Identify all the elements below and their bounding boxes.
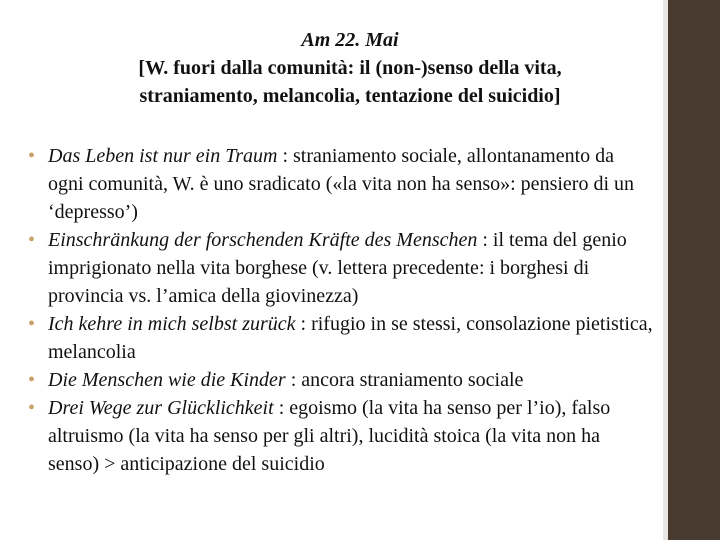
bullet-text: : egoismo (la vita ha senso per l’io), falso altruismo (la vita ha senso per gli altri), lucidità stoica (la vita non ha senso) > anticipazione del suicidio (48, 397, 611, 475)
bullet-item (28, 394, 653, 478)
bullet-text: : ancora straniamento sociale (285, 369, 524, 391)
bullet-text: : rifugio in se stessi, consolazione pietistica, melancolia (48, 313, 653, 363)
bullet-item (28, 226, 653, 310)
title-date: Am 22. Mai (301, 29, 399, 51)
german-phrase: Das Leben ist nur ein Traum (48, 145, 278, 167)
bullet-item (28, 310, 653, 366)
german-phrase: Ich kehre in mich selbst zurück (48, 313, 296, 335)
bullet-icon: • (28, 145, 36, 167)
bullet-item (28, 366, 653, 394)
title-subtitle-line1: [W. fuori dalla comunità: il (non-)senso della vita, (138, 57, 562, 79)
german-phrase: Drei Wege zur Glücklichkeit (48, 397, 274, 419)
bullet-list (28, 142, 653, 478)
slide-title (40, 26, 660, 110)
german-phrase: Die Menschen wie die Kinder (48, 369, 286, 391)
bullet-text: : il tema del genio imprigionato nella vita borghese (v. lettera precedente: i borghesi di provincia vs. l’amica della giovinezza) (48, 229, 627, 307)
bullet-text: : straniamento sociale, allontanamento da ogni comunità, W. è uno sradicato («la vita non ha senso»: pensiero di un ‘depresso’) (48, 145, 634, 223)
bullet-icon: • (28, 397, 36, 419)
bullet-icon: • (28, 313, 36, 335)
title-subtitle-line2: straniamento, melancolia, tentazione del suicidio] (139, 85, 561, 107)
bullet-icon: • (28, 229, 36, 251)
decorative-sidebar (668, 0, 720, 540)
bullet-icon: • (28, 369, 36, 391)
bullet-item (28, 142, 653, 226)
german-phrase: Einschränkung der forschenden Kräfte des Menschen (48, 229, 478, 251)
